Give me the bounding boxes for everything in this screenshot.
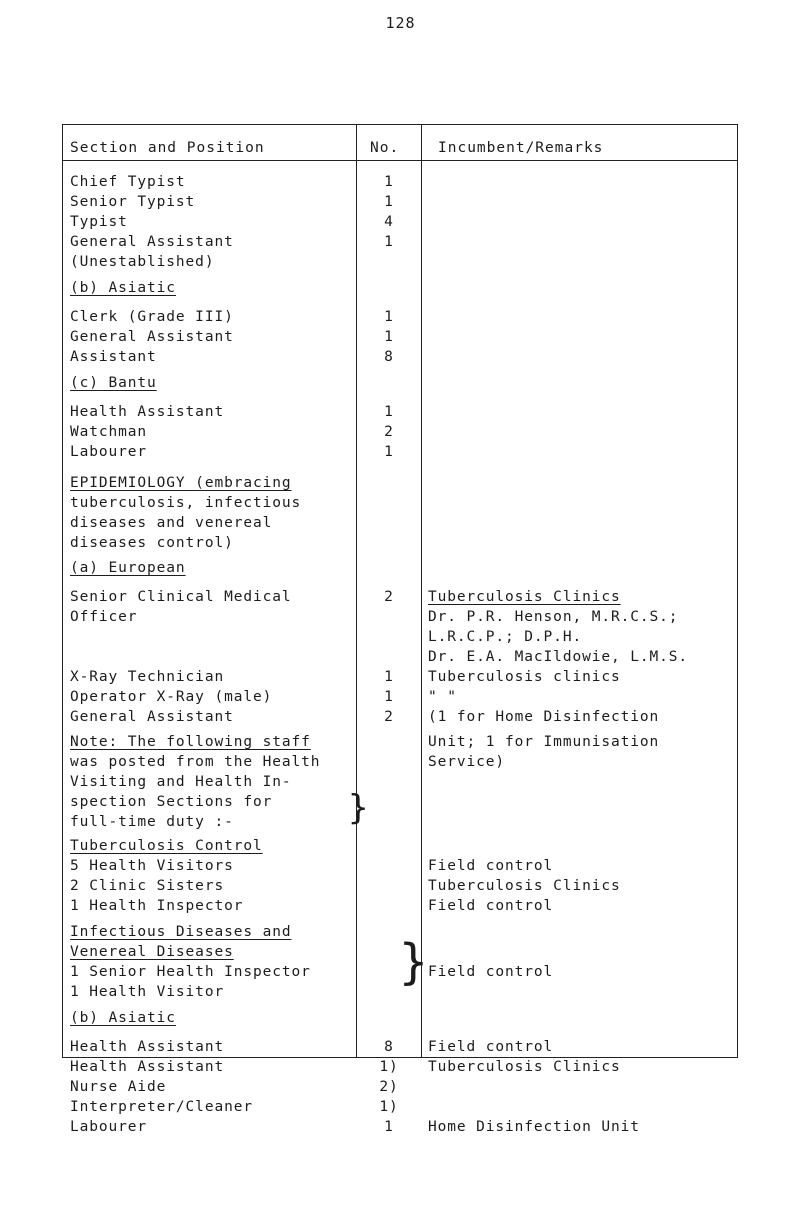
table-row — [0, 373, 801, 393]
section-cell: (b) Asiatic — [70, 1010, 176, 1026]
header-section: Section and Position — [70, 140, 265, 156]
table-row — [0, 473, 801, 493]
table-row — [0, 307, 801, 327]
no-cell: 1 — [384, 234, 394, 250]
table-row — [0, 252, 801, 272]
section-cell: tuberculosis, infectious — [70, 495, 302, 511]
remarks-cell: Dr. P.R. Henson, M.R.C.S.; — [428, 609, 679, 625]
table-row — [0, 896, 801, 916]
remarks-cell: Service) — [428, 754, 506, 770]
table-row — [0, 422, 801, 442]
section-cell: Typist — [70, 214, 128, 230]
remarks-cell: Tuberculosis Clinics — [428, 1059, 621, 1075]
section-cell: Chief Typist — [70, 174, 186, 190]
page-number: 128 — [385, 14, 416, 32]
section-cell: Senior Typist — [70, 194, 196, 210]
remarks-cell: " " — [428, 689, 457, 705]
table-row — [0, 212, 801, 232]
section-cell: 1 Health Inspector — [70, 898, 244, 914]
no-cell: 2 — [384, 709, 394, 725]
table-row — [0, 513, 801, 533]
no-cell: 1) — [379, 1099, 399, 1115]
remarks-cell: Tuberculosis clinics — [428, 669, 621, 685]
section-cell: Clerk (Grade III) — [70, 309, 234, 325]
section-cell: Senior Clinical Medical — [70, 589, 292, 605]
remarks-cell: Field control — [428, 964, 554, 980]
table-row — [0, 627, 801, 647]
remarks-cell: Dr. E.A. MacIldowie, L.M.S. — [428, 649, 689, 665]
table-row — [0, 792, 801, 812]
header-rule — [62, 160, 738, 161]
table-row — [0, 327, 801, 347]
table-row — [0, 667, 801, 687]
section-cell: was posted from the Health — [70, 754, 321, 770]
remarks-cell: Field control — [428, 1039, 554, 1055]
no-cell: 1 — [384, 194, 394, 210]
table-row — [0, 1097, 801, 1117]
header-no: No. — [370, 140, 400, 156]
no-cell: 4 — [384, 214, 394, 230]
section-cell: Visiting and Health In- — [70, 774, 292, 790]
no-cell: 1 — [384, 689, 394, 705]
remarks-cell: Tuberculosis Clinics — [428, 589, 621, 605]
no-cell: 1 — [384, 444, 394, 460]
table-row — [0, 772, 801, 792]
no-cell: 1 — [384, 309, 394, 325]
section-cell: Tuberculosis Control — [70, 838, 263, 854]
section-cell: 1 Health Visitor — [70, 984, 225, 1000]
remarks-cell: Tuberculosis Clinics — [428, 878, 621, 894]
table-row — [0, 192, 801, 212]
table-row — [0, 493, 801, 513]
section-cell: General Assistant — [70, 709, 234, 725]
section-cell: (Unestablished) — [70, 254, 215, 270]
table-row — [0, 172, 801, 192]
table-row — [0, 278, 801, 298]
table-row — [0, 647, 801, 667]
table-row — [0, 402, 801, 422]
table-row — [0, 442, 801, 462]
remarks-cell: Field control — [428, 898, 554, 914]
table-row — [0, 876, 801, 896]
remarks-cell: Field control — [428, 858, 554, 874]
section-cell: 5 Health Visitors — [70, 858, 234, 874]
table-row — [0, 1077, 801, 1097]
section-cell: Health Assistant — [70, 1059, 225, 1075]
table-row — [0, 707, 801, 727]
remarks-cell: (1 for Home Disinfection — [428, 709, 660, 725]
no-cell: 8 — [384, 349, 394, 365]
table-row — [0, 347, 801, 367]
table-row — [0, 687, 801, 707]
section-cell: diseases and venereal — [70, 515, 273, 531]
no-cell: 1 — [384, 669, 394, 685]
section-cell: General Assistant — [70, 329, 234, 345]
section-cell: Labourer — [70, 444, 148, 460]
table-row — [0, 232, 801, 252]
no-cell: 1 — [384, 404, 394, 420]
table-row — [0, 1117, 801, 1137]
section-cell: Assistant — [70, 349, 157, 365]
section-cell: EPIDEMIOLOGY (embracing — [70, 475, 292, 491]
section-cell: (b) Asiatic — [70, 280, 176, 296]
brace-right: } — [348, 788, 369, 828]
section-cell: 1 Senior Health Inspector — [70, 964, 311, 980]
table-row — [0, 587, 801, 607]
section-cell: Labourer — [70, 1119, 148, 1135]
section-cell: diseases control) — [70, 535, 234, 551]
section-cell: Note: The following staff — [70, 734, 311, 750]
header-remarks: Incumbent/Remarks — [438, 140, 604, 156]
section-cell: Operator X-Ray (male) — [70, 689, 273, 705]
table-row — [0, 1037, 801, 1057]
no-cell: 1 — [384, 329, 394, 345]
table-row — [0, 533, 801, 553]
table-row — [0, 836, 801, 856]
section-cell: Interpreter/Cleaner — [70, 1099, 253, 1115]
section-cell: full-time duty :- — [70, 814, 234, 830]
table-row — [0, 752, 801, 772]
no-cell: 8 — [384, 1039, 394, 1055]
section-cell: Officer — [70, 609, 138, 625]
table-row — [0, 732, 801, 752]
section-cell: spection Sections for — [70, 794, 273, 810]
table-row — [0, 1008, 801, 1028]
section-cell: (c) Bantu — [70, 375, 157, 391]
no-cell: 1 — [384, 1119, 394, 1135]
remarks-cell: L.R.C.P.; D.P.H. — [428, 629, 583, 645]
no-cell: 1 — [384, 174, 394, 190]
section-cell: Nurse Aide — [70, 1079, 167, 1095]
section-cell: (a) European — [70, 560, 186, 576]
no-cell: 1) — [379, 1059, 399, 1075]
remarks-cell: Unit; 1 for Immunisation — [428, 734, 660, 750]
section-cell: Health Assistant — [70, 404, 225, 420]
brace-right-no: } — [399, 934, 428, 990]
section-cell: General Assistant — [70, 234, 234, 250]
section-cell: Venereal Diseases — [70, 944, 234, 960]
table-row — [0, 856, 801, 876]
table-row — [0, 607, 801, 627]
section-cell: X-Ray Technician — [70, 669, 225, 685]
no-cell: 2 — [384, 424, 394, 440]
no-cell: 2 — [384, 589, 394, 605]
section-cell: Infectious Diseases and — [70, 924, 292, 940]
table-row — [0, 558, 801, 578]
no-cell: 2) — [379, 1079, 399, 1095]
table-row — [0, 812, 801, 832]
section-cell: 2 Clinic Sisters — [70, 878, 225, 894]
section-cell: Watchman — [70, 424, 148, 440]
table-row — [0, 1057, 801, 1077]
remarks-cell: Home Disinfection Unit — [428, 1119, 640, 1135]
section-cell: Health Assistant — [70, 1039, 225, 1055]
